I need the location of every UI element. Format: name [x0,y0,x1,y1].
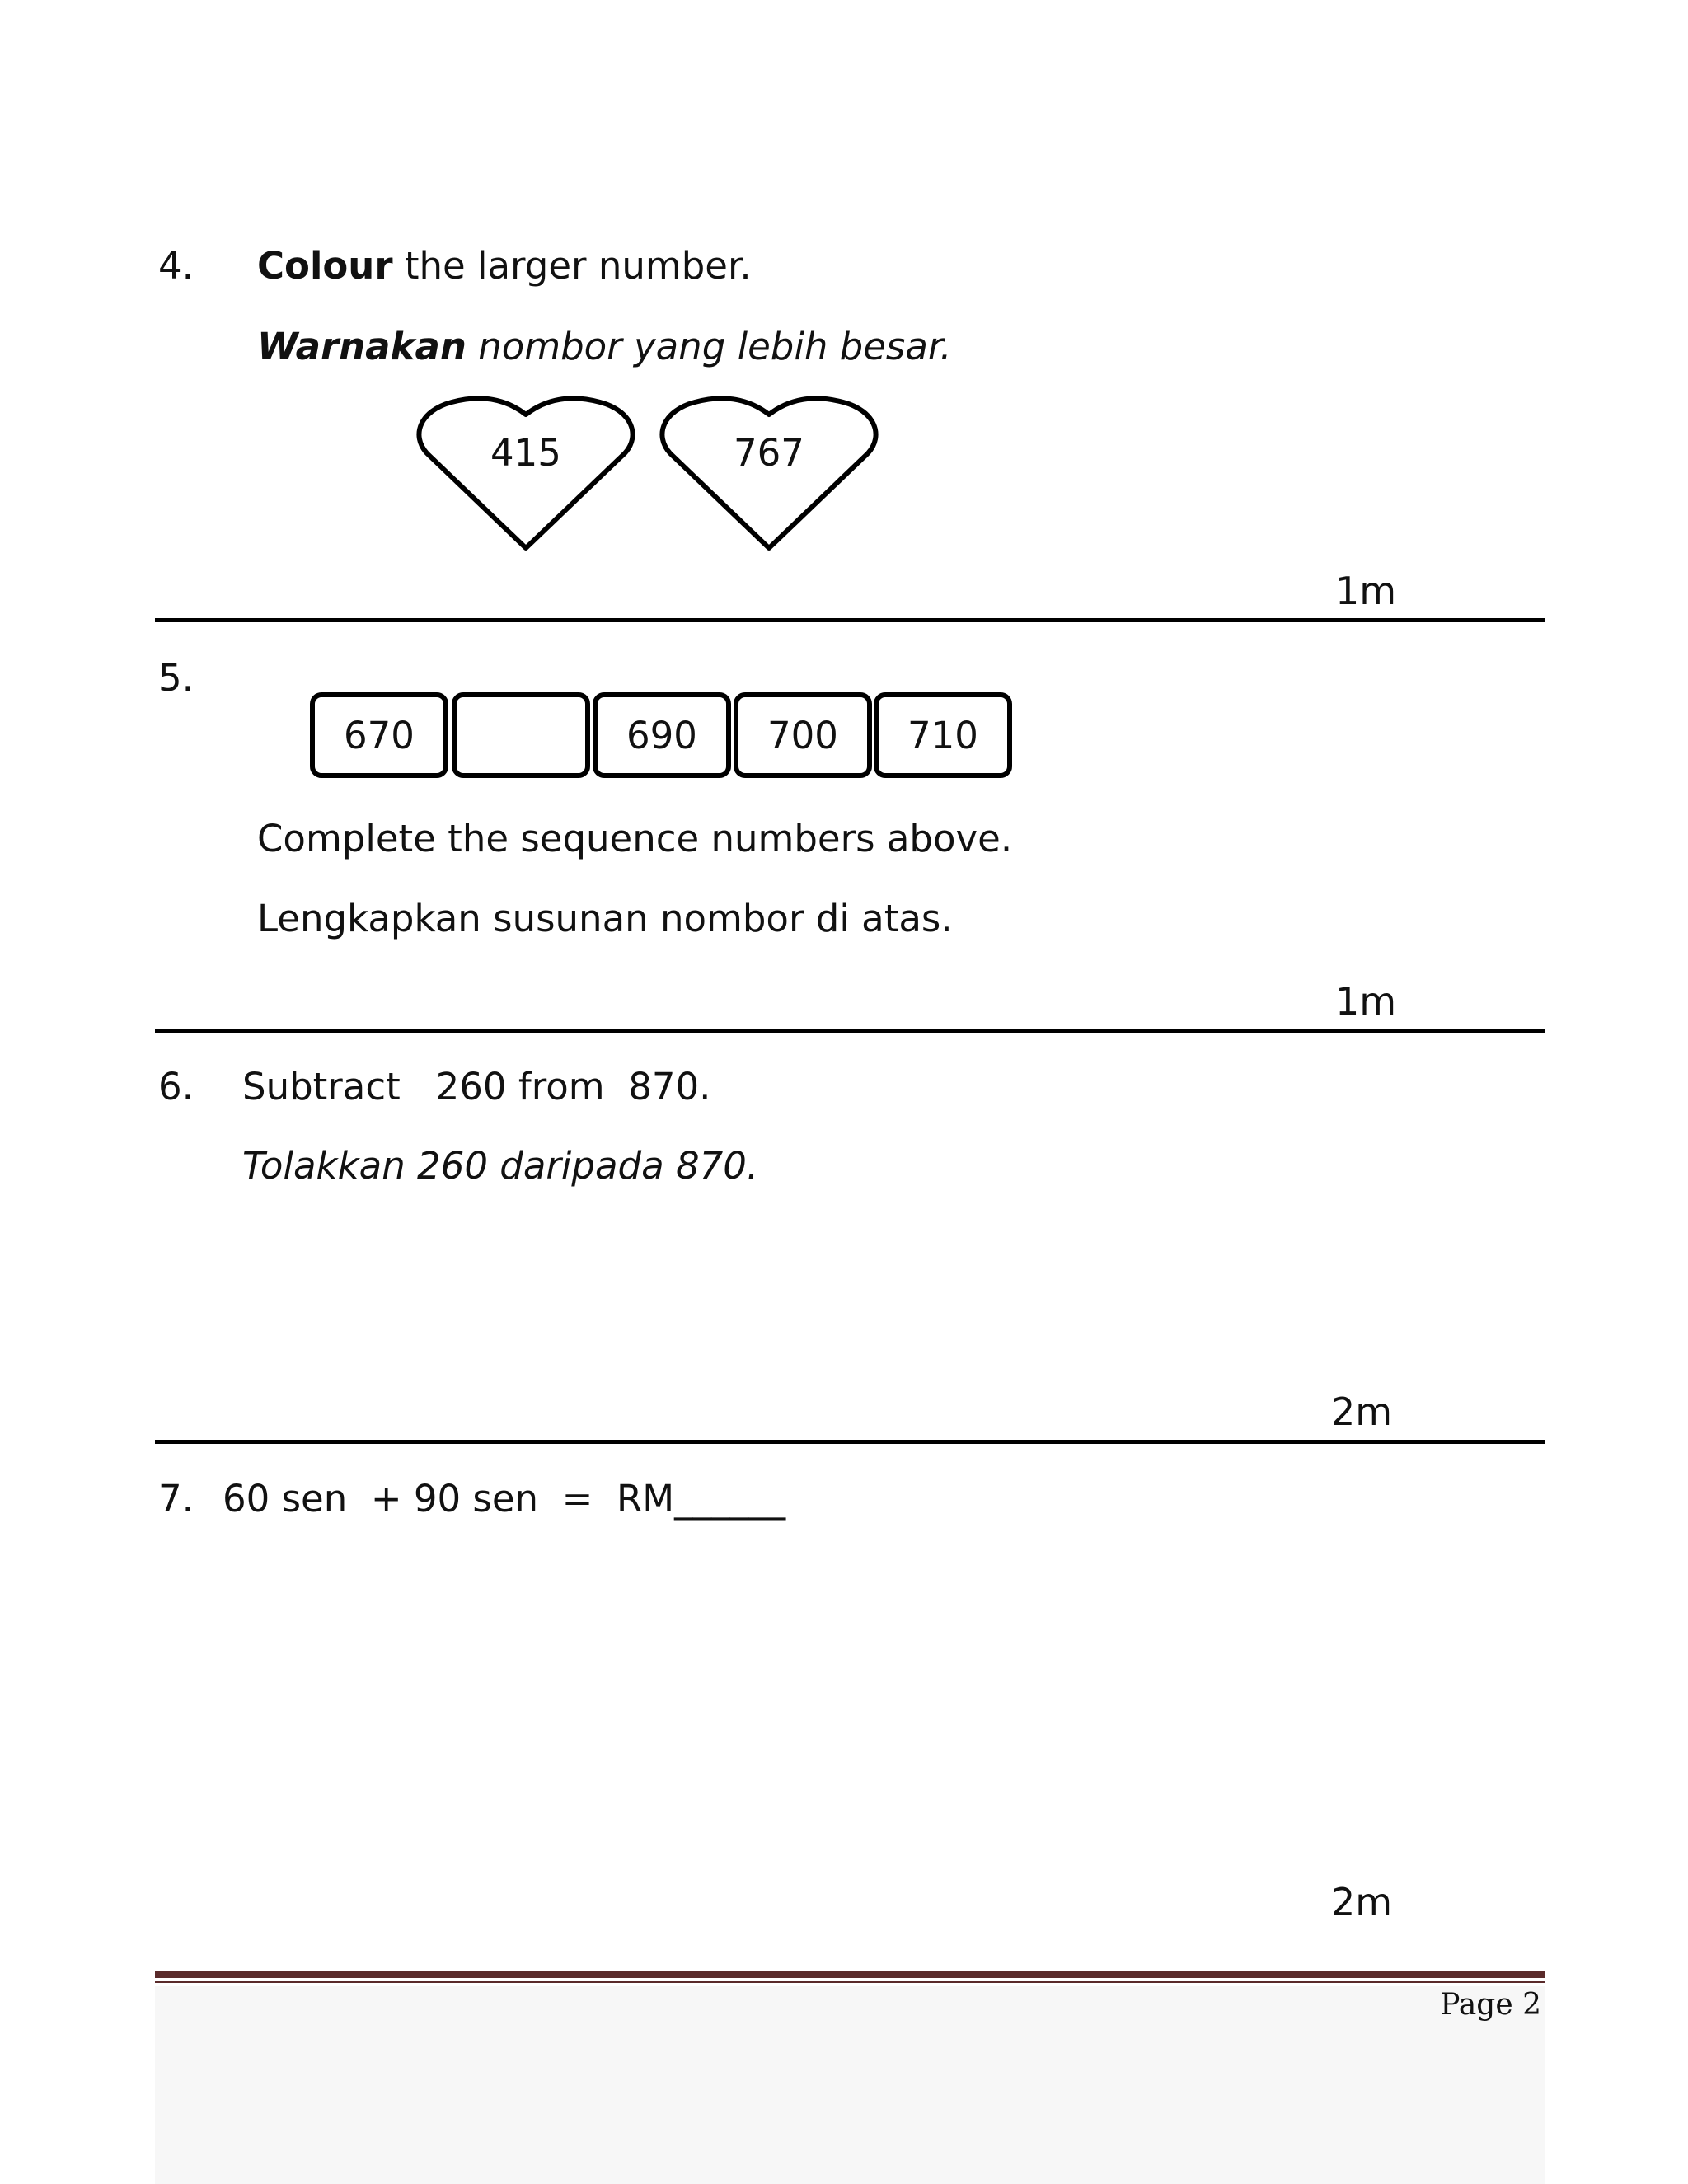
q6-instruction: Subtract 260 from 870. [242,1065,711,1108]
footer-rule-thin [155,1981,1545,1983]
q4-instruction-ms-bold: Warnakan [257,325,467,368]
q4-marks: 1m [1335,569,1397,613]
footer-rule-thick [155,1971,1545,1978]
page-number: Page 2 [1440,1988,1541,2022]
q5-instruction-ms: Lengkapkan susunan nombor di atas. [257,897,953,940]
sequence-box-3: 690 [593,692,731,778]
sequence-box-4: 700 [734,692,872,778]
q5-number: 5. [158,656,194,700]
q5-instruction: Complete the sequence numbers above. [257,817,1013,860]
divider-q6-q7 [155,1440,1545,1444]
footer-background [155,1986,1545,2184]
heart-number-2: 767 [734,431,804,475]
divider-q5-q6 [155,1029,1545,1033]
heart-number-1: 415 [490,431,561,475]
q7-equation: 60 sen + 90 sen = RM______ [223,1477,786,1521]
q5-marks: 1m [1335,979,1397,1024]
q7-number: 7. [158,1477,194,1521]
sequence-box-blank[interactable] [452,692,590,778]
q6-marks: 2m [1331,1390,1393,1434]
q6-number: 6. [158,1065,194,1108]
q4-hearts-drawing [0,0,1688,577]
q7-marks: 2m [1331,1880,1393,1924]
sequence-box-5: 710 [874,692,1012,778]
q4-number: 4. [158,244,194,288]
sequence-box-1: 670 [310,692,448,778]
q4-instruction-rest: the larger number. [392,244,752,288]
q4-instruction-ms-rest: nombor yang lebih besar. [466,325,952,368]
divider-q4-q5 [155,618,1545,622]
q6-instruction-ms: Tolakkan 260 daripada 870. [242,1144,759,1188]
q4-instruction-bold: Colour [257,244,393,288]
